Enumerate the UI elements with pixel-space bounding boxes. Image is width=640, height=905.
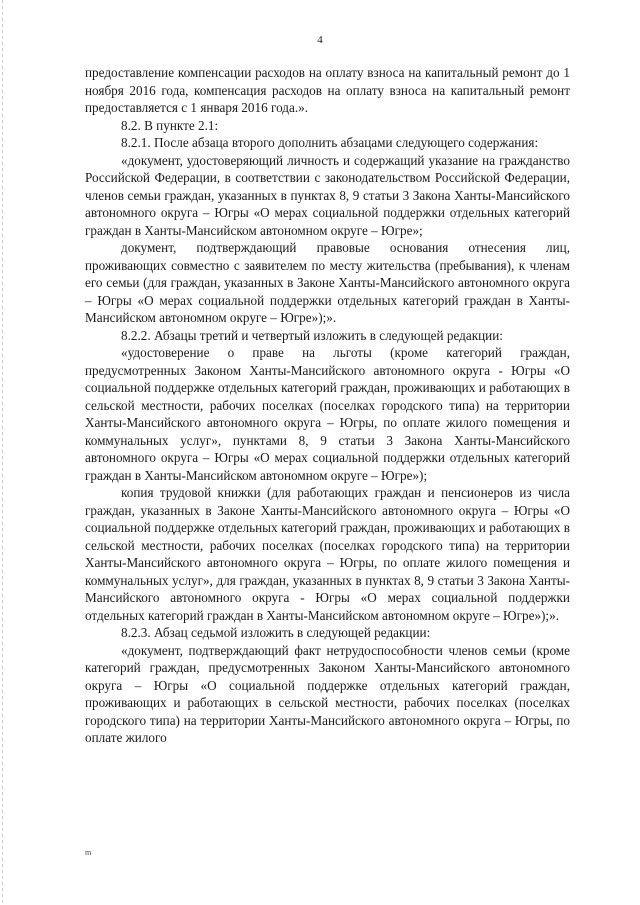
page-number: 4 bbox=[317, 34, 323, 46]
paragraph-continuation: предоставление компенсации расходов на оплату взноса на капитальный ремонт до 1 ноября 2016 года, компенсация расходов на оплату взноса на капитальный ремонт предоставляется с 1 января 2016 года.». bbox=[85, 65, 570, 115]
paragraph-8-2: 8.2. В пункте 2.1: bbox=[121, 117, 219, 133]
paragraph-legal-grounds-document: документ, подтверждающий правовые основания отнесения лиц, проживающих совместно с заявителем по месту жительства (пребывания), к членам его семьи (для граждан, указанных в Законе Ханты-Мансийского автономного округа – Югры «О мерах социальной поддержки отдельных категорий граждан в Ханты-Мансийском автономном округе – Югре»);». bbox=[85, 240, 570, 325]
scan-edge-line bbox=[2, 0, 3, 905]
paragraph-8-2-2: 8.2.2. Абзацы третий и четвертый изложить в следующей редакции: bbox=[121, 327, 503, 343]
paragraph-employment-record: копия трудовой книжки (для работающих граждан и пенсионеров из числа граждан, указанных в Законе Ханты-Мансийского автономного округа – Югры «О социальной поддержке отдельных категорий граждан, проживающих и работающих в сельской местности, рабочих поселках (поселках городского типа) на территории Ханты-Мансийского автономного округа – Югры, по оплате жилого помещения и коммунальных услуг», для граждан, указанных в пунктах 8, 9 статьи 3 Закона Ханты-Мансийского автономного округа - Югры «О мерах социальной поддержки отдельных категорий граждан в Ханты-Мансийском автономном округе – Югре»);». bbox=[85, 485, 570, 623]
paragraph-benefits-certificate: «удостоверение о праве на льготы (кроме категорий граждан, предусмотренных Законом Ханты-Мансийского автономного округа - Югры «О социальной поддержке отдельных категорий граждан, проживающих и работающих в сельской местности, рабочих поселках (поселках городского типа) на территории Ханты-Мансийского автономного округа – Югры, по оплате жилого помещения и коммунальных услуг», пунктами 8, 9 статьи 3 Закона Ханты-Мансийского автономного округа – Югры «О мерах социальной поддержки отдельных категорий граждан в Ханты-Мансийском автономном округе – Югре»); bbox=[85, 345, 570, 483]
paragraph-disability-document: «документ, подтверждающий факт нетрудоспособности членов семьи (кроме категорий граждан, предусмотренных Законом Ханты-Мансийского автономного округа – Югры «О социальной поддержке отдельных категорий граждан, проживающих и работающих в сельской местности, рабочих поселках (поселках городского типа) на территории Ханты-Мансийского автономного округа – Югры, по оплате жилого bbox=[85, 642, 570, 745]
paragraph-identity-document: «документ, удостоверяющий личность и содержащий указание на гражданство Российской Федерации, в соответствии с законодательством Российской Федерации, членов семьи граждан, указанных в пунктах 8, 9 статьи 3 Закона Ханты-Мансийского автономного округа – Югры «О мерах социальной поддержки отдельных категорий граждан в Ханты-Мансийском автономном округе – Югре»; bbox=[85, 152, 570, 238]
paragraph-8-2-1: 8.2.1. После абзаца второго дополнить абзацами следующего содержания: bbox=[121, 135, 539, 150]
document-body bbox=[85, 64, 570, 747]
paragraph-8-2-3: 8.2.3. Абзац седьмой изложить в следующей редакции: bbox=[121, 625, 431, 640]
footer-mark: m bbox=[85, 848, 92, 857]
